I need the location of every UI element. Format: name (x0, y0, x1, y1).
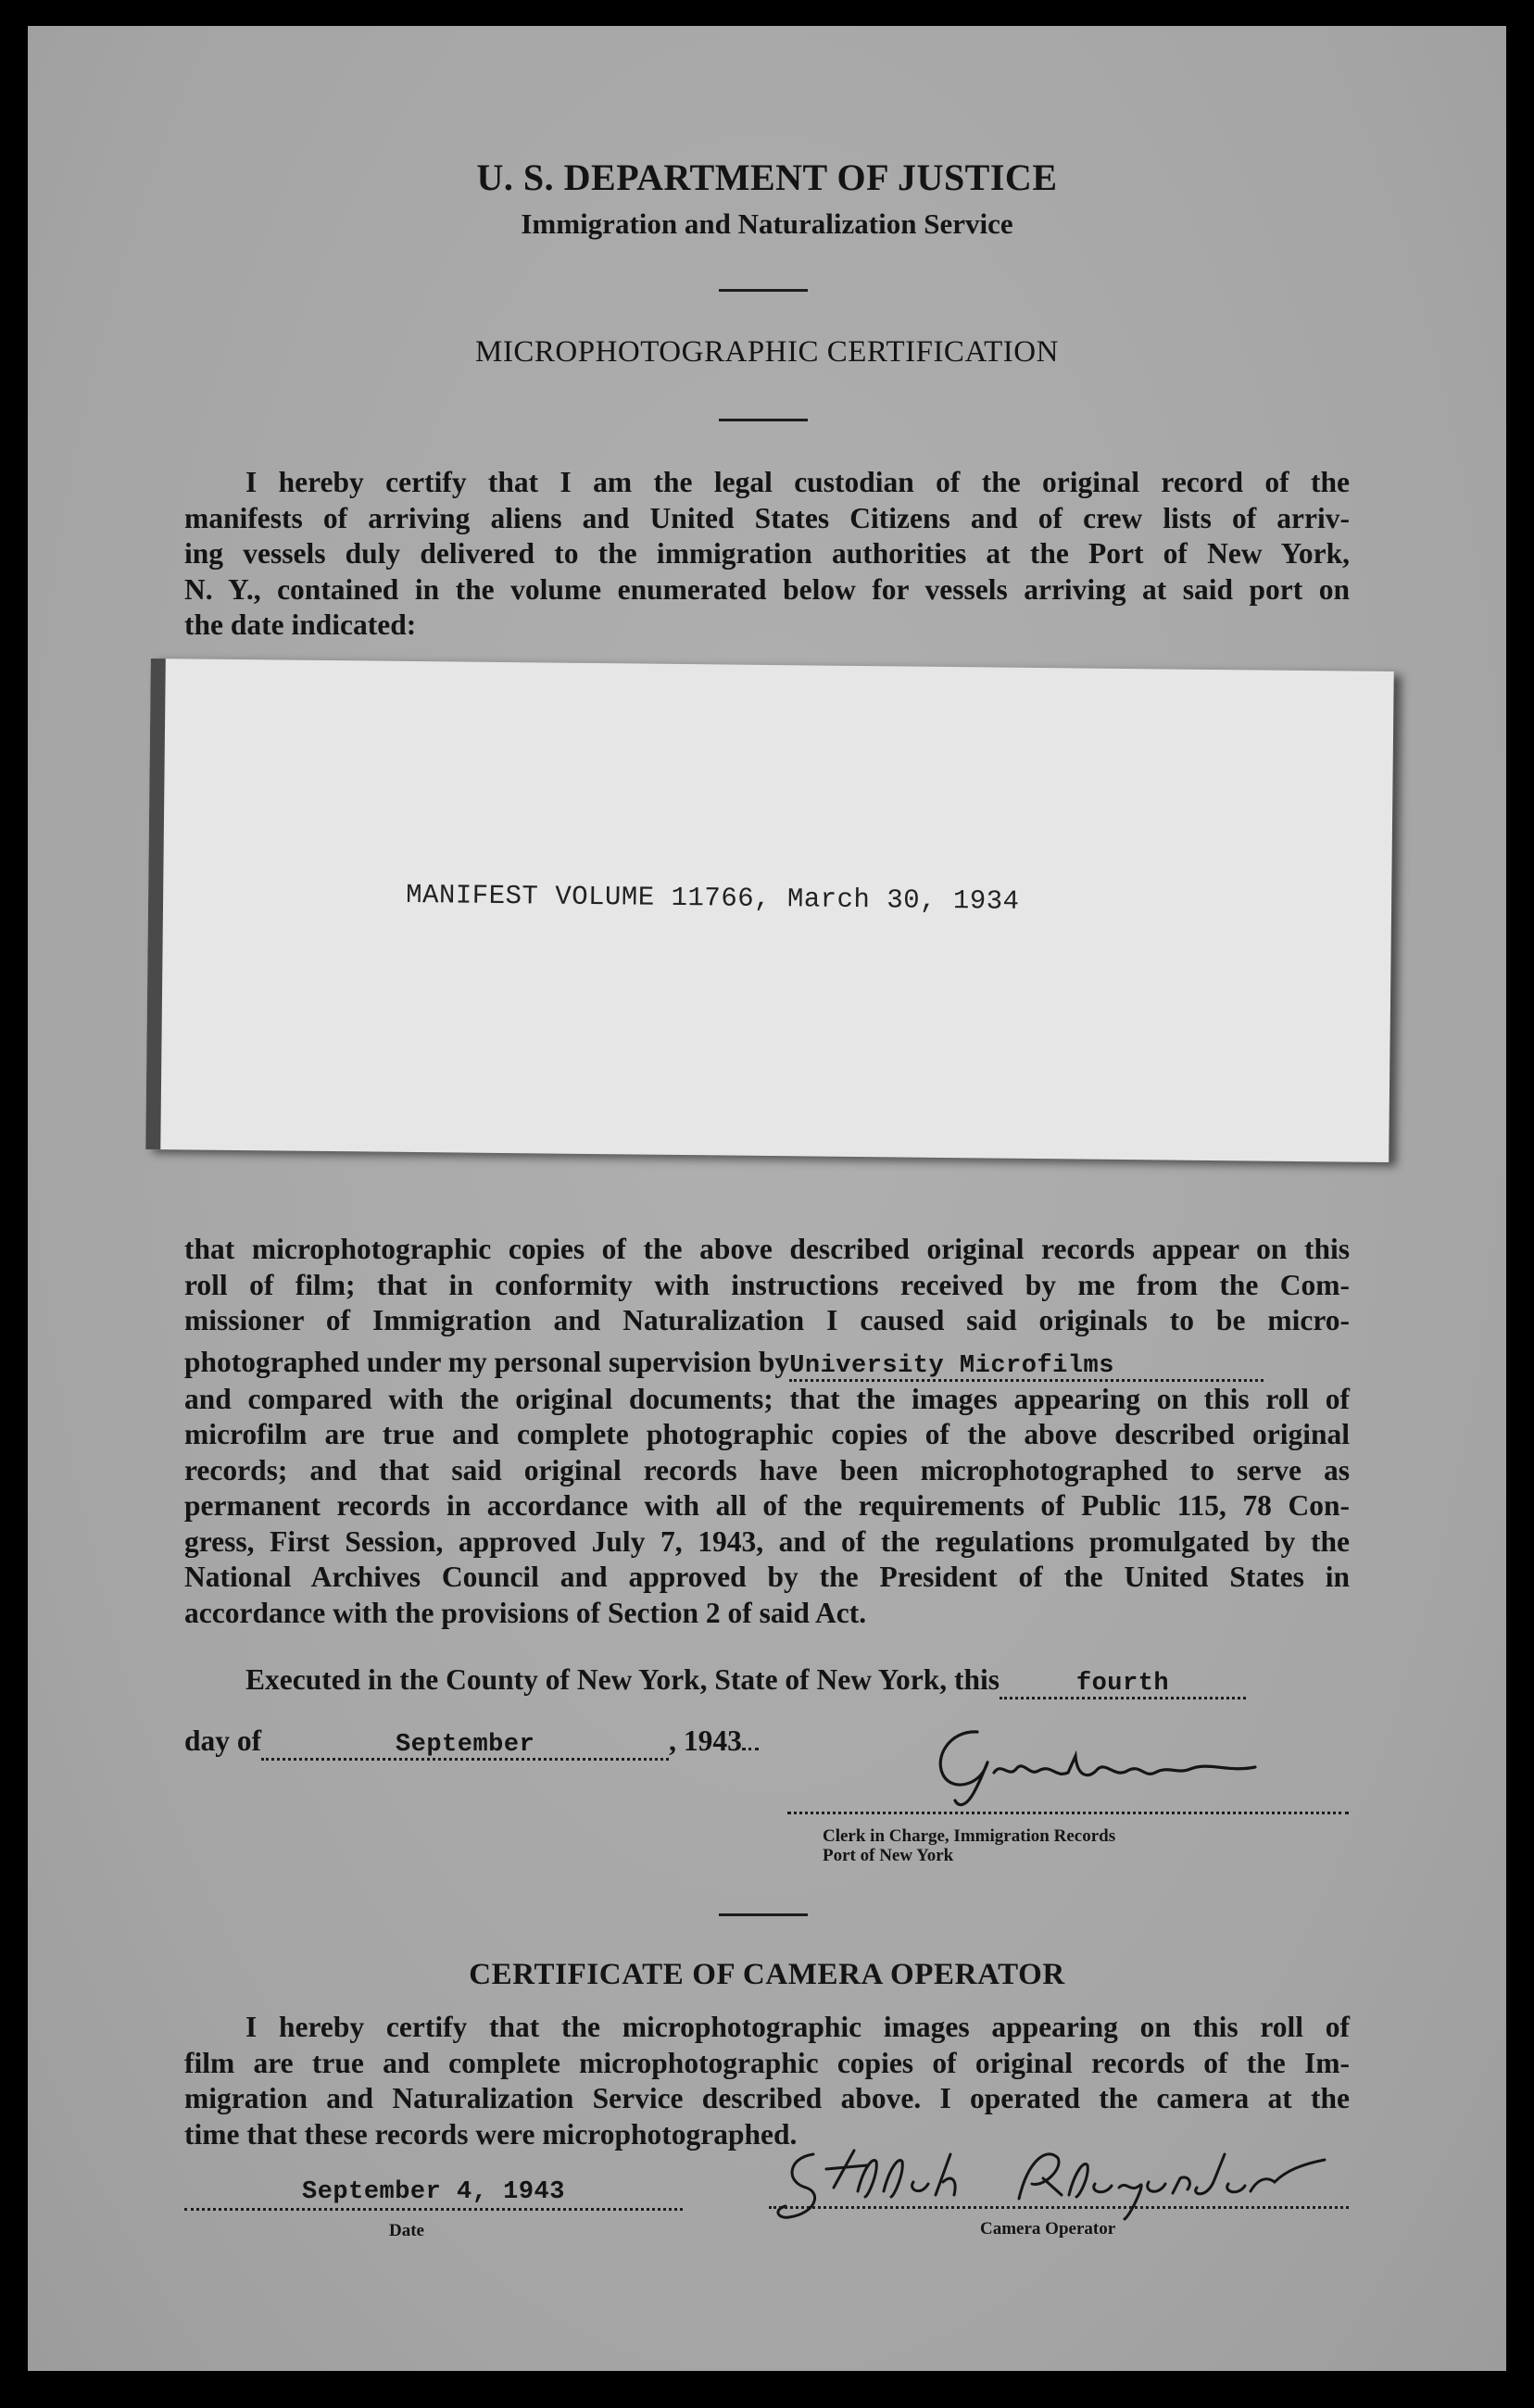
clerk-title-line-2: Port of New York (823, 1846, 954, 1865)
certification-paragraph (184, 1232, 1350, 1631)
intro-line: manifests of arriving aliens and United States Citizens and of crew lists of arriv- (184, 501, 1350, 534)
executed-day: fourth (1000, 1671, 1246, 1699)
body-line: missioner of Immigration and Naturalization I caused said originals to be micro- (184, 1304, 1350, 1336)
body-line: National Archives Council and approved by the President of the United States in (184, 1561, 1350, 1593)
body-line: microfilm are true and complete photographic copies of the above described original (184, 1418, 1350, 1450)
intro-line: ing vessels duly delivered to the immigration authorities at the Port of New York, (184, 537, 1350, 570)
day-of-label: day of (184, 1724, 262, 1757)
camera-date-value: September 4, 1943 (184, 2176, 683, 2211)
camera-line: film are true and complete microphotographic copies of original records of the Im- (184, 2046, 1350, 2079)
month-value: September (261, 1732, 669, 1761)
manifest-volume-text: MANIFEST VOLUME 11766, March 30, 1934 (405, 879, 1020, 917)
intro-line: N. Y., contained in the volume enumerated below for vessels arriving at said port on (184, 572, 1350, 606)
clerk-signature-line (787, 1812, 1349, 1814)
camera-operator-signature-line (769, 2206, 1349, 2209)
camera-line: I hereby certify that the microphotographic images appearing on this roll of (245, 2011, 1350, 2043)
date-label: Date (389, 2221, 424, 2240)
camera-line: migration and Naturalization Service described above. I operated the camera at the (184, 2082, 1350, 2114)
body-line: that microphotographic copies of the above described original records appear on this (184, 1233, 1350, 1265)
camera-operator-signature (769, 2141, 1343, 2225)
intro-paragraph (184, 465, 1350, 644)
camera-paragraph (184, 2010, 1350, 2152)
form-title: MICROPHOTOGRAPHIC CERTIFICATION (475, 335, 1059, 369)
intro-line: I hereby certify that I am the legal custodian of the original record of the (245, 466, 1350, 498)
body-line: roll of film; that in conformity with instructions received by me from the Com- (184, 1268, 1350, 1301)
divider (719, 419, 808, 421)
camera-operator-heading: CERTIFICATE OF CAMERA OPERATOR (469, 1958, 1065, 1991)
body-line: records; and that said original records have been microphotographed to serve as (184, 1453, 1350, 1486)
executed-line (245, 1663, 1246, 1699)
body-line: and compared with the original documents; that the images appearing on this roll of (184, 1382, 1350, 1415)
body-line: permanent records in accordance with all of the requirements of Public 115, 78 Con- (184, 1489, 1350, 1522)
supervision-line (184, 1345, 1350, 1382)
supervision-value: University Microfilms (789, 1353, 1264, 1382)
camera-operator-label: Camera Operator (980, 2219, 1116, 2239)
service-subheading: Immigration and Naturalization Service (521, 207, 1013, 240)
year-text: , 1943 (669, 1724, 742, 1757)
camera-line: time that these records were microphotographed. (184, 2117, 798, 2151)
department-heading: U. S. DEPARTMENT OF JUSTICE (476, 157, 1058, 198)
body-line: gress, First Session, approved July 7, 1943, and of the regulations promulgated by the (184, 1524, 1350, 1558)
executed-prefix: Executed in the County of New York, State of New York, this (245, 1663, 1000, 1696)
manifest-volume-card (145, 658, 1393, 1162)
supervision-prefix: photographed under my personal supervision by (184, 1345, 790, 1378)
intro-line: the date indicated: (184, 608, 417, 641)
clerk-title-line-1: Clerk in Charge, Immigration Records (823, 1826, 1116, 1846)
day-of-line (184, 1724, 759, 1761)
clerk-signature (912, 1721, 1311, 1813)
divider (719, 289, 808, 292)
divider (719, 1913, 808, 1916)
body-line: accordance with the provisions of Section 2 of said Act. (184, 1596, 867, 1629)
